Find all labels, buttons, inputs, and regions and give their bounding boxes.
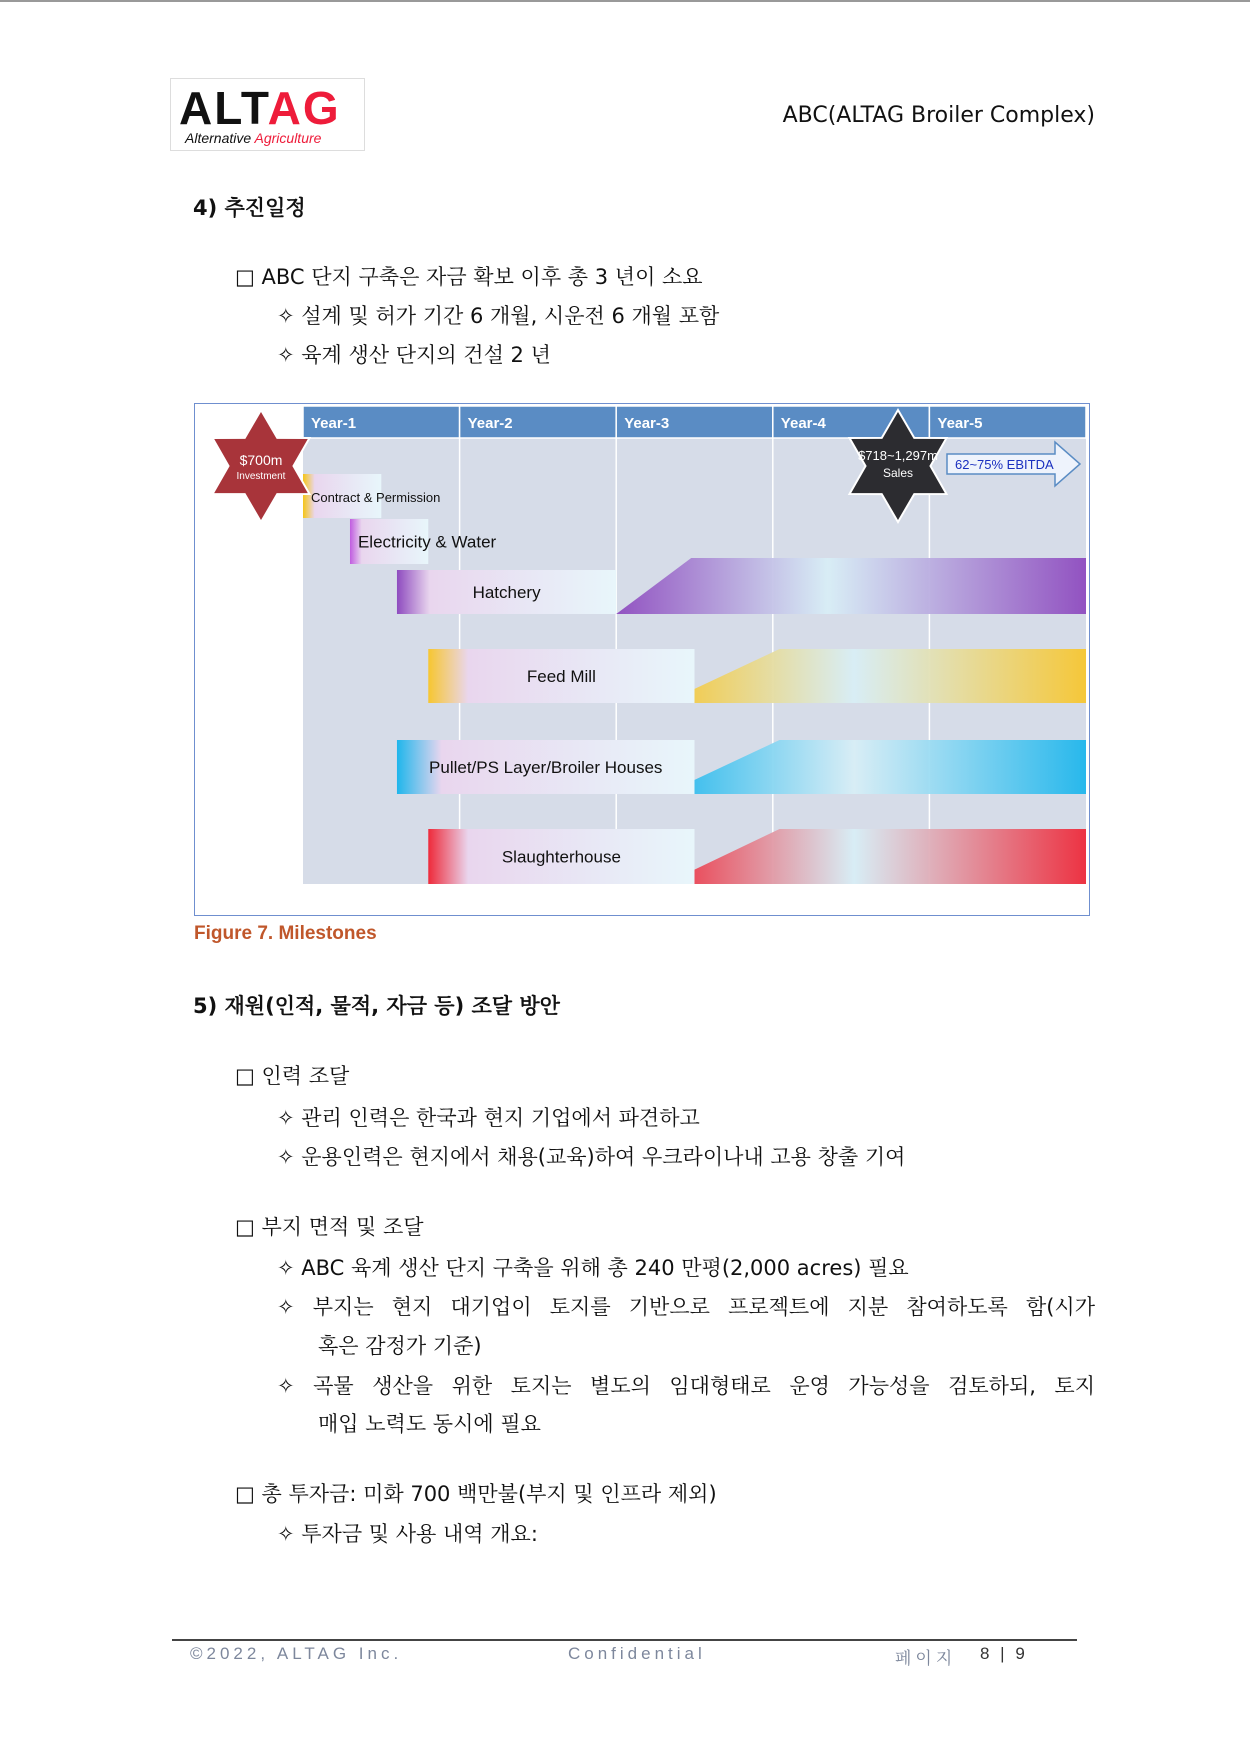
section-5-heading: 5) 재원(인적, 물적, 자금 등) 조달 방안 [193, 994, 560, 1018]
section-4-heading: 4) 추진일정 [193, 196, 306, 220]
logo-sub: Alternative [185, 130, 255, 146]
sub-item: ✧ 투자금 및 사용 내역 개요: [277, 1522, 538, 1546]
figure-caption: Figure 7. Milestones [194, 923, 377, 944]
operation-bar [616, 558, 1086, 614]
year-label: Year-2 [467, 415, 513, 432]
year-label: Year-4 [780, 415, 826, 432]
bullet: □ 부지 면적 및 조달 [235, 1215, 424, 1239]
investment-label: Investment [236, 471, 286, 482]
task-label: Contract & Permission [311, 490, 441, 505]
sub-item: ✧ 육계 생산 단지의 건설 2 년 [277, 343, 551, 367]
task-label: Slaughterhouse [501, 847, 621, 867]
year-label: Year-1 [311, 415, 357, 432]
sub-item: ✧ 운용인력은 현지에서 채용(교육)하여 우크라이나내 고용 창출 기여 [277, 1145, 906, 1169]
sales-amount: $718~1,297m [858, 448, 938, 463]
sub-item: ✧ 관리 인력은 한국과 현지 기업에서 파견하고 [277, 1106, 700, 1130]
bullet: □ 인력 조달 [235, 1064, 350, 1088]
logo-sub-accent: Agriculture [254, 130, 322, 146]
document-title: ABC(ALTAG Broiler Complex) [782, 103, 1095, 128]
sub-item: ✧ ABC 육계 생산 단지 구축을 위해 총 240 만평(2,000 acres) 필요 [277, 1256, 909, 1280]
bullet: □ 총 투자금: 미화 700 백만불(부지 및 인프라 제외) [235, 1482, 717, 1506]
task-label: Pullet/PS Layer/Broiler Houses [429, 758, 663, 777]
sub-item: ✧ 부지는 현지 대기업이 토지를 기반으로 프로젝트에 지분 참여하도록 함(시가 [277, 1295, 1095, 1319]
logo-text: ALT [179, 82, 268, 134]
milestones-chart [194, 403, 1090, 916]
altag-logo [170, 78, 365, 151]
task-label: Feed Mill [526, 667, 596, 686]
footer-divider [172, 1639, 1077, 1641]
year-label: Year-3 [624, 415, 670, 432]
sub-item: ✧ 설계 및 허가 기간 6 개월, 시운전 6 개월 포함 [277, 304, 720, 328]
footer-page-label: 페이지 [895, 1649, 957, 1668]
footer-copyright: ©2022, ALTAG Inc. [190, 1644, 403, 1663]
task-label: Electricity & Water [357, 532, 497, 552]
sub-item-cont: 매입 노력도 동시에 필요 [318, 1412, 541, 1436]
footer-page-number: 8 | 9 [980, 1644, 1028, 1663]
task-label: Hatchery [472, 583, 541, 602]
bullet: □ ABC 단지 구축은 자금 확보 이후 총 3 년이 소요 [235, 265, 703, 289]
ebitda-label: 62~75% EBITDA [955, 457, 1054, 472]
year-label: Year-5 [937, 415, 983, 432]
sales-label: Sales [882, 466, 914, 480]
investment-amount: $700m [239, 452, 283, 468]
sub-item-cont: 혹은 감정가 기준) [318, 1334, 482, 1358]
gantt-svg [195, 404, 1088, 914]
sub-item: ✧ 곡물 생산을 위한 토지는 별도의 임대형태로 운영 가능성을 검토하되, 토지 [277, 1374, 1095, 1398]
logo-text-accent: AG [267, 82, 341, 134]
footer-confidential: Confidential [568, 1644, 706, 1663]
